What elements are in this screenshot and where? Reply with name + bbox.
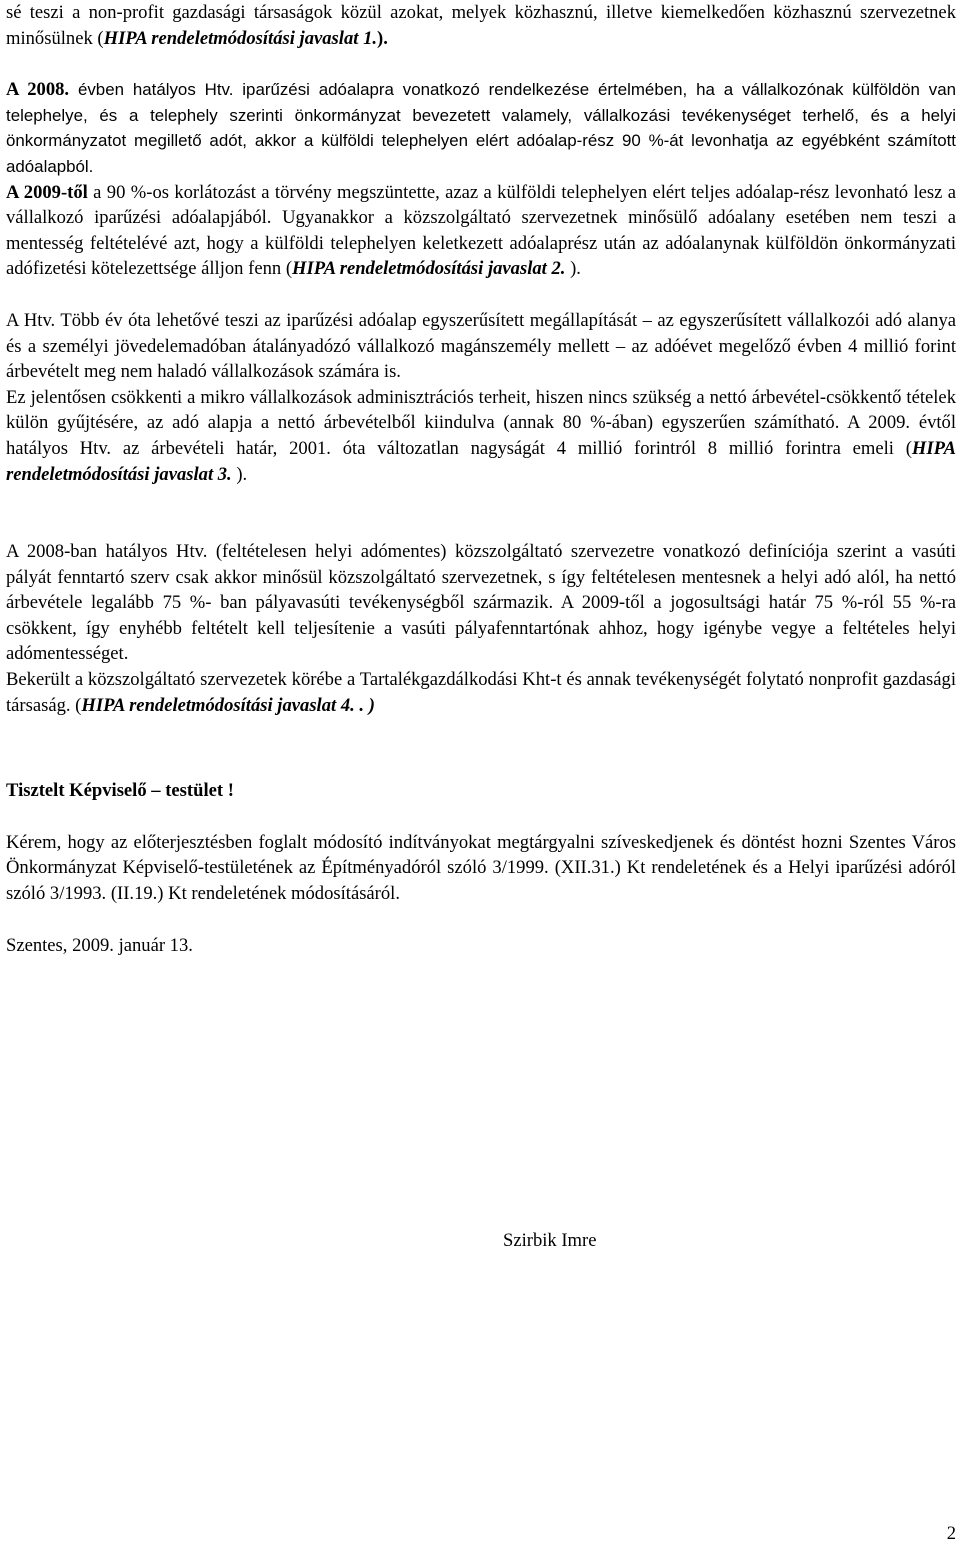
paragraph-text: a 90 %-os korlátozást a törvény megszüntette, azaz a külföldi telephelyen elért teljes adóalap-rész levonható lesz a vállalkozó iparűzési adóalapjából. Ugyanakkor a közszolgáltató szervezetnek minősülő adóalany esetében nem teszi a mentesség feltételévé azt, hogy a külföldi telephelyen keletkezett adóalaprész után az adóalanynak külföldön önkormányzati adófizetési kötelezettsége álljon fenn (: [6, 181, 957, 280]
paragraph-text: A Htv. Több év óta lehetővé teszi az iparűzési adóalap egyszerűsített megállapítását – az egyszerűsített vállalkozói adó alanya és a személyi jövedelemadóban átalányadózó vállalkozó magánszemély mellett – az adóévet megelőző évben 4 millió forint árbevételt meg nem haladó vállalkozások számára is.: [6, 309, 956, 383]
paragraph-text: Kérem, hogy az előterjesztésben foglalt módosító indítványokat megtárgyalni szíveskedjenek és döntést hozni Szentes Város Önkormányzat Képviselő-testületének az Építményadóról szóló 3/1999. (XII.31.) Kt rendeletének és a Helyi iparűzési adóról szóló 3/1993. (II.19.) Kt rendeletének módosításáról.: [6, 831, 956, 905]
closing-punctuation: ).: [565, 258, 581, 280]
paragraph-text: évben hatályos Htv. iparűzési adóalapra vonatkozó rendelkezése értelmében, ha a vállalkozónak külföldön van telephelye, és a telephely szerinti önkormányzat bevezetett valamely, vállalkozási tevékenységet terhelő, és a helyi önkormányzatot megillető adót, akkor a külföldi telephelyen elért adóalap-rész 90 %-át levonhatja az egyébként számított adóalapból.: [6, 80, 957, 176]
page-number: 2: [946, 1523, 956, 1544]
document-page: [6, 0, 956, 958]
paragraph-micro-business: [6, 385, 956, 487]
paragraph-2009-change: [6, 180, 956, 282]
paragraph-2008-foreign-site: [6, 77, 956, 179]
proposal-reference: HIPA rendeletmódosítási javaslat 3.: [6, 437, 956, 485]
paragraph-request: [6, 830, 956, 907]
salutation-heading: Tisztelt Képviselő – testület !: [6, 780, 234, 802]
paragraph-text: Ez jelentősen csökkenti a mikro vállalkozások adminisztrációs terheit, hiszen nincs szükség a nettó árbevétel-csökkentő tételek külön gyűjtésére, az adó alapja a nettó árbevételből kiindulva (annak 80 %-ában) egyszerűen számítható. A 2009. évtől hatályos Htv. az árbevételi határ, 2001. óta változatlan nagyságát 4 millió forintról 8 millió forintra emeli (: [6, 386, 956, 459]
paragraph-nonprofit-exemption: [6, 0, 956, 51]
paragraph-text: Bekerült a közszolgáltató szervezetek körébe a Tartalékgazdálkodási Kht-t és annak tevékenységét folytató nonprofit gazdasági társaság. (: [6, 669, 956, 716]
proposal-reference: HIPA rendeletmódosítási javaslat 4.: [81, 694, 355, 716]
proposal-reference: HIPA rendeletmódosítási javaslat 2.: [292, 258, 566, 280]
date-line: Szentes, 2009. január 13.: [6, 934, 193, 956]
paragraph-text: A 2008-ban hatályos Htv. (feltételesen helyi adómentes) közszolgáltató szervezetre vonatkozó definíciója szerint a vasúti pályát fenntartó szerv csak akkor minősül közszolgáltató szervezetnek, s így feltételesen mentesnek a helyi adó alól, ha nettó árbevétele legalább 75 %- ban pályavasúti tevékenységből származik. A 2009-től a jogosultsági határ 75 %-ról 55 %-ra csökkent, így enyhébb feltételt kell teljesítenie a vasúti pályafenntartónak ahhoz, hogy igénybe vegye a feltételes helyi adómentességet.: [6, 541, 956, 665]
closing-punctuation: . ): [354, 694, 375, 716]
closing-punctuation: ).: [377, 27, 388, 49]
paragraph-text: sé teszi a non-profit gazdasági társaságok közül azokat, melyek közhasznú, illetve kiemelkedően közhasznú szervezetnek minősülnek (: [6, 2, 956, 49]
paragraph-lead: A 2008.: [6, 79, 70, 101]
closing-punctuation: ).: [231, 463, 248, 485]
paragraph-lead: A 2009-től: [6, 181, 88, 203]
paragraph-reserve-management: [6, 667, 956, 718]
signer-name: Szirbik Imre: [503, 1230, 597, 1251]
paragraph-railway-service: [6, 539, 956, 667]
paragraph-simplified-base: [6, 308, 956, 385]
proposal-reference: HIPA rendeletmódosítási javaslat 1.: [103, 27, 378, 49]
